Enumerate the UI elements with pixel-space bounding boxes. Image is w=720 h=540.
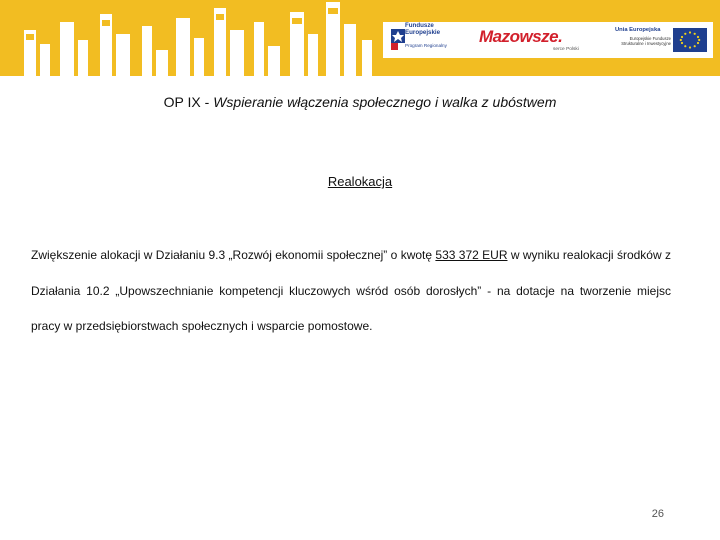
page-number: 26 [651,508,664,520]
ue-logo-subtext: Europejskie Fundusze Strukturalne i Inwestycyjne [621,36,671,46]
slide-title-prefix: OP IX - [163,94,214,110]
body-text-part1: Zwiększenie alokacji w Działaniu 9.3 „Rozwój ekonomii społecznej” o kwotę [31,248,436,262]
header-banner [0,0,720,76]
fe-logo-text: Fundusze Europejskie [405,22,441,36]
decorative-blocks [0,0,390,76]
mazowsze-slogan: serce Polski [553,47,579,52]
ue-logo-title: Unia Europejska [615,27,661,33]
body-paragraph [31,238,671,345]
slide-subtitle: Realokacja [327,174,393,189]
slide-title-italic: Wspieranie włączenia społecznego i walka z ubóstwem [213,94,557,110]
eu-flag-icon [673,28,707,52]
slide-title [0,94,720,110]
body-text-part2: w wyniku realokacji środków z Działania 10.2 „Upowszechnianie kompetencji kluczowych wśród osób dorosłych” - na dotacje na tworzenie miejsc pracy w przedsiębiorstwach społecznych i wsparcie pomostowe. [31,248,671,333]
mazowsze-logo: Mazowsze. [479,27,563,46]
body-amount: 533 372 EUR [435,248,508,262]
partner-logos [383,22,713,58]
fe-logo-subtext: Program Regionalny [405,43,447,48]
